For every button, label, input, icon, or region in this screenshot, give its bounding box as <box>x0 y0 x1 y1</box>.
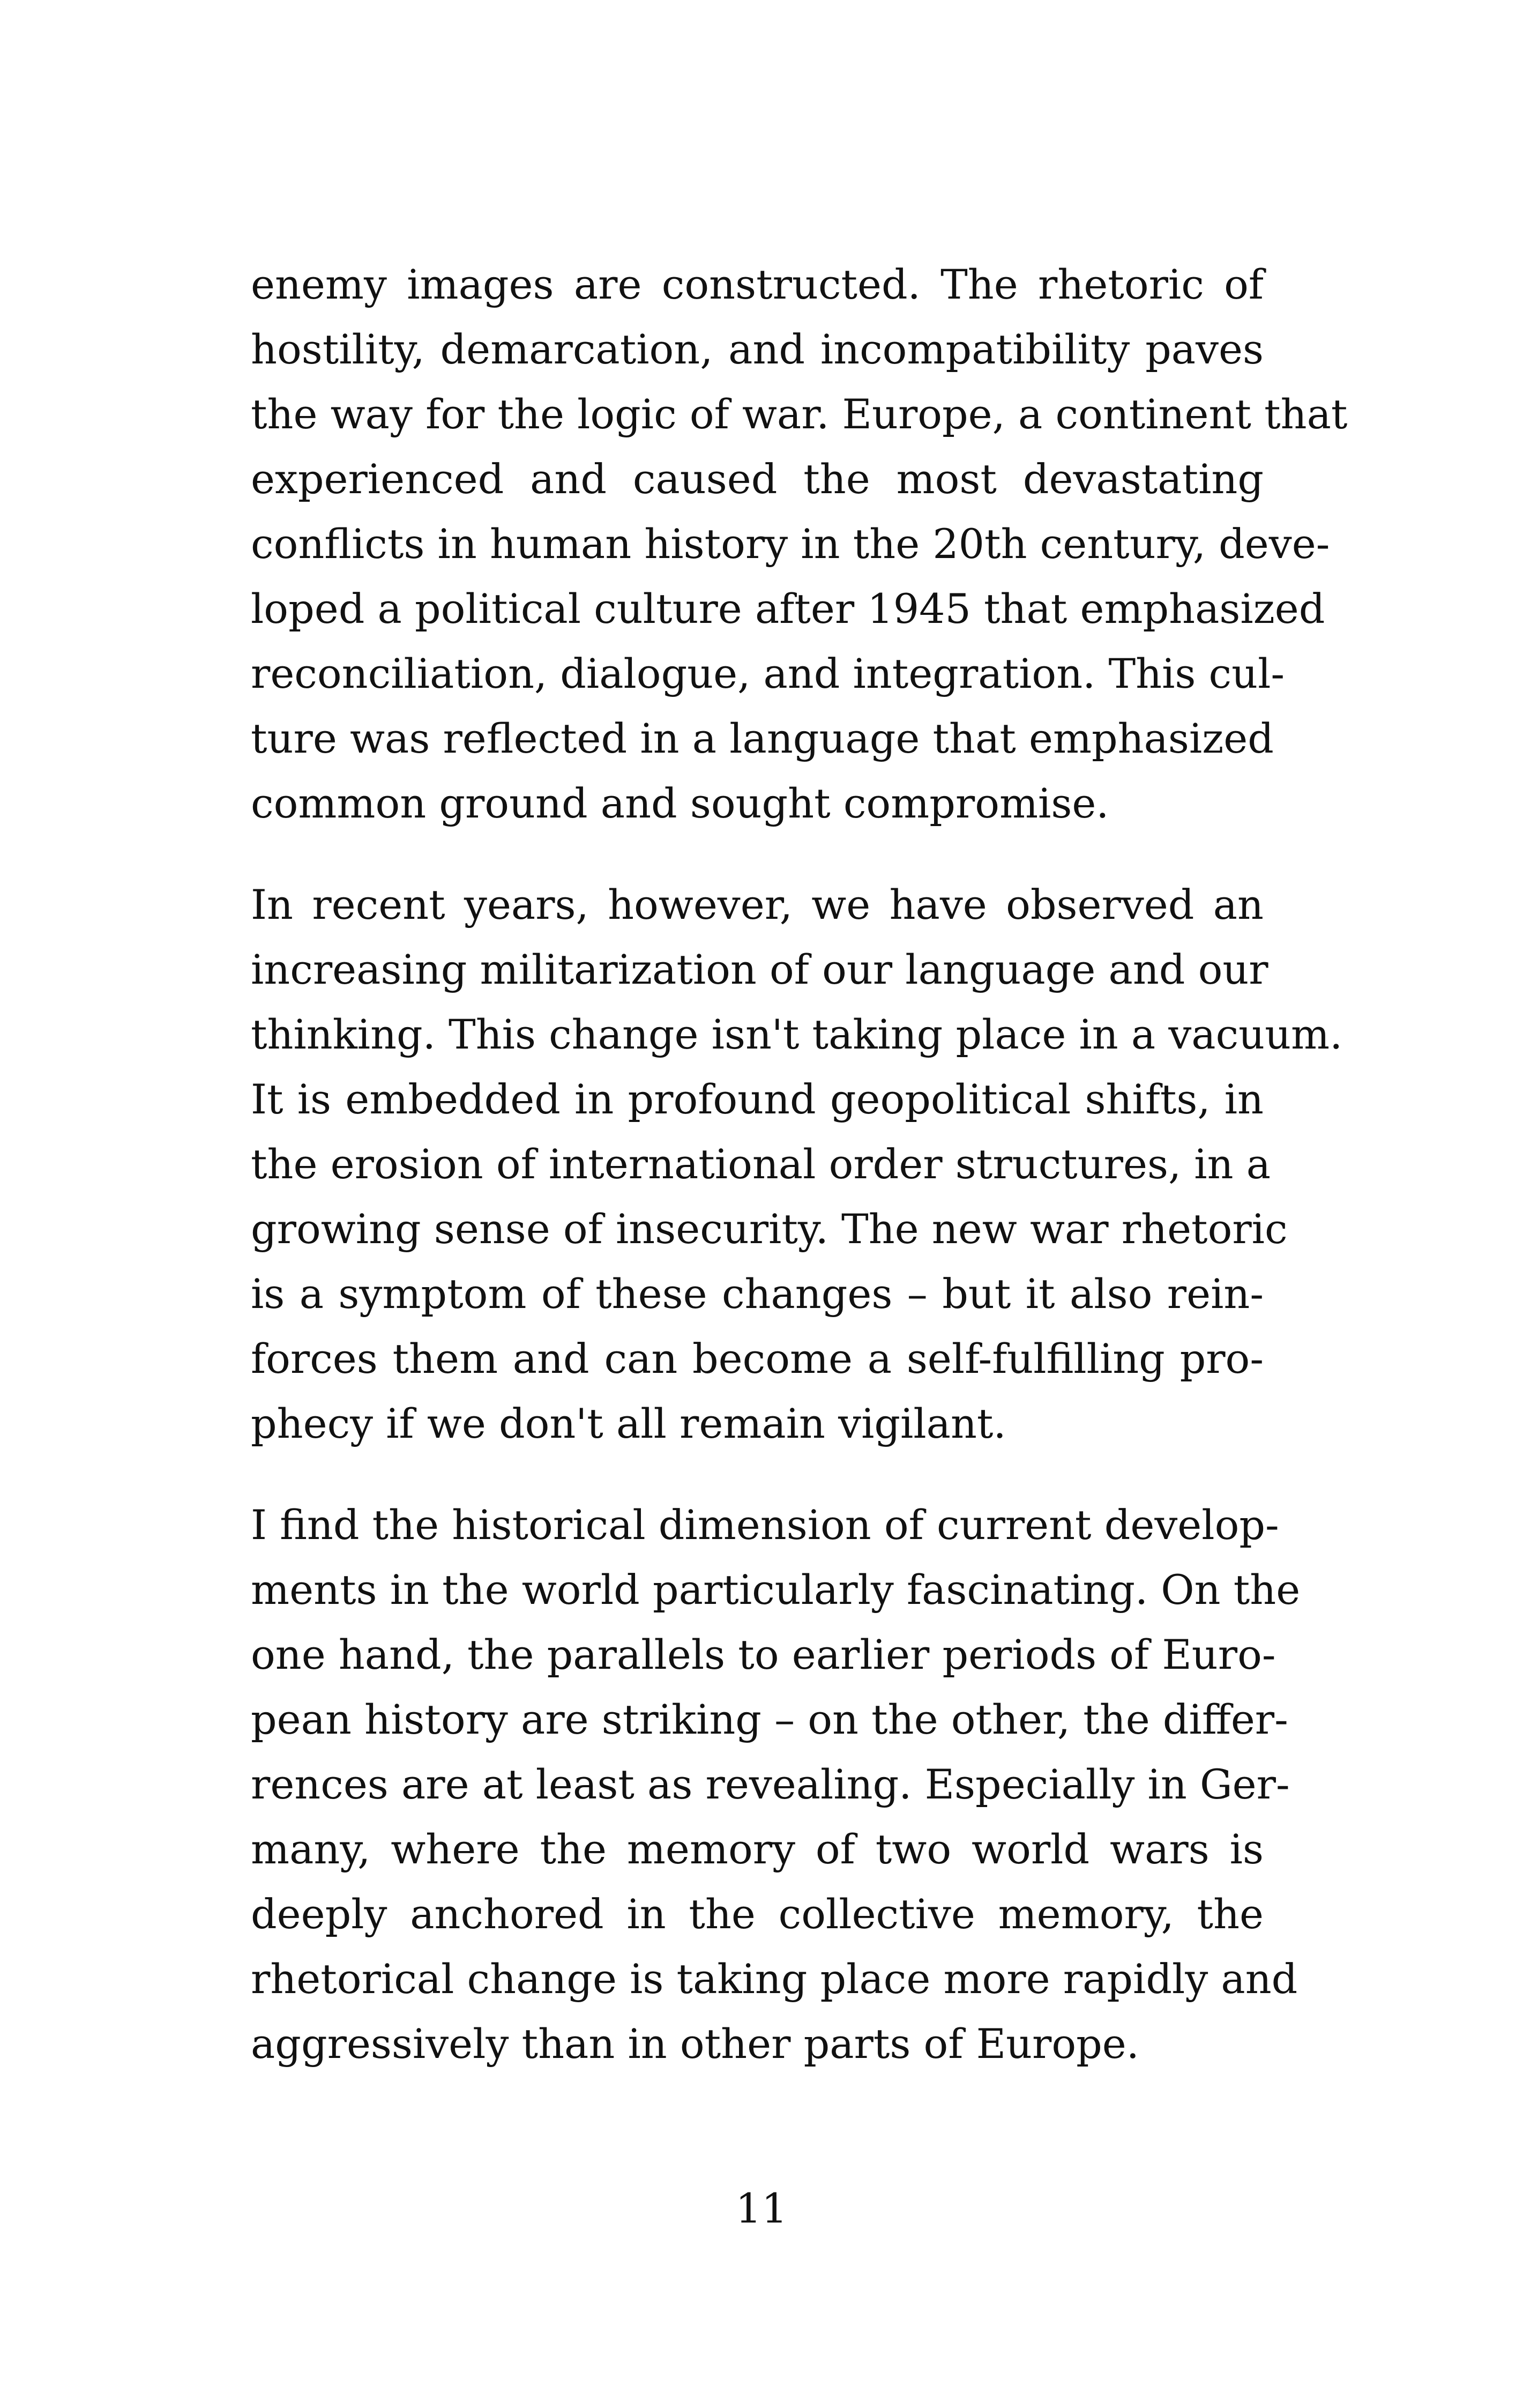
text-line: many, where the memory of two world wars is <box>251 1825 1264 1873</box>
text-line: thinking. This change isn't taking place in a vacuum. <box>251 1010 1343 1058</box>
page-number: 11 <box>735 2184 788 2232</box>
text-line: conflicts in human history in the 20th century, deve- <box>251 520 1330 568</box>
text-line: the way for the logic of war. Europe, a continent that <box>251 390 1348 438</box>
text-line: In recent years, however, we have observed an <box>251 881 1264 928</box>
paragraph-2 <box>251 872 1343 1456</box>
text-line: deeply anchored in the collective memory, the <box>251 1890 1264 1938</box>
text-line: common ground and sought compromise. <box>251 779 1109 827</box>
text-line: is a symptom of these changes – but it also rein- <box>251 1270 1264 1318</box>
text-line: loped a political culture after 1945 that emphasized <box>251 585 1325 633</box>
paragraph-3 <box>251 1492 1301 2076</box>
text-line: ments in the world particularly fascinating. On the <box>251 1566 1301 1614</box>
text-line: reconciliation, dialogue, and integration. This cul- <box>251 650 1285 697</box>
text-line: aggressively than in other parts of Europe. <box>251 2020 1139 2068</box>
text-line: forces them and can become a self-fulfilling pro- <box>251 1335 1264 1383</box>
text-line: experienced and caused the most devastating <box>251 455 1264 503</box>
text-line: rhetorical change is taking place more rapidly and <box>251 1955 1298 2003</box>
text-line: the erosion of international order structures, in a <box>251 1140 1271 1188</box>
text-line: hostility, demarcation, and incompatibility paves <box>251 325 1264 373</box>
text-line: phecy if we don't all remain vigilant. <box>251 1400 1006 1447</box>
text-line: growing sense of insecurity. The new war rhetoric <box>251 1205 1288 1253</box>
text-line: enemy images are constructed. The rhetoric of <box>251 261 1264 308</box>
body-text <box>251 252 1348 2113</box>
text-line: one hand, the parallels to earlier periods of Euro- <box>251 1631 1276 1678</box>
text-line: ture was reflected in a language that emphasized <box>251 715 1274 762</box>
text-line: pean history are striking – on the other, the differ- <box>251 1696 1288 1743</box>
text-line: rences are at least as revealing. Especially in Ger- <box>251 1760 1290 1808</box>
text-line: increasing militarization of our language and our <box>251 946 1268 993</box>
text-line: I find the historical dimension of current develop- <box>251 1501 1279 1549</box>
text-line: It is embedded in profound geopolitical shifts, in <box>251 1075 1264 1123</box>
paragraph-1 <box>251 252 1348 836</box>
